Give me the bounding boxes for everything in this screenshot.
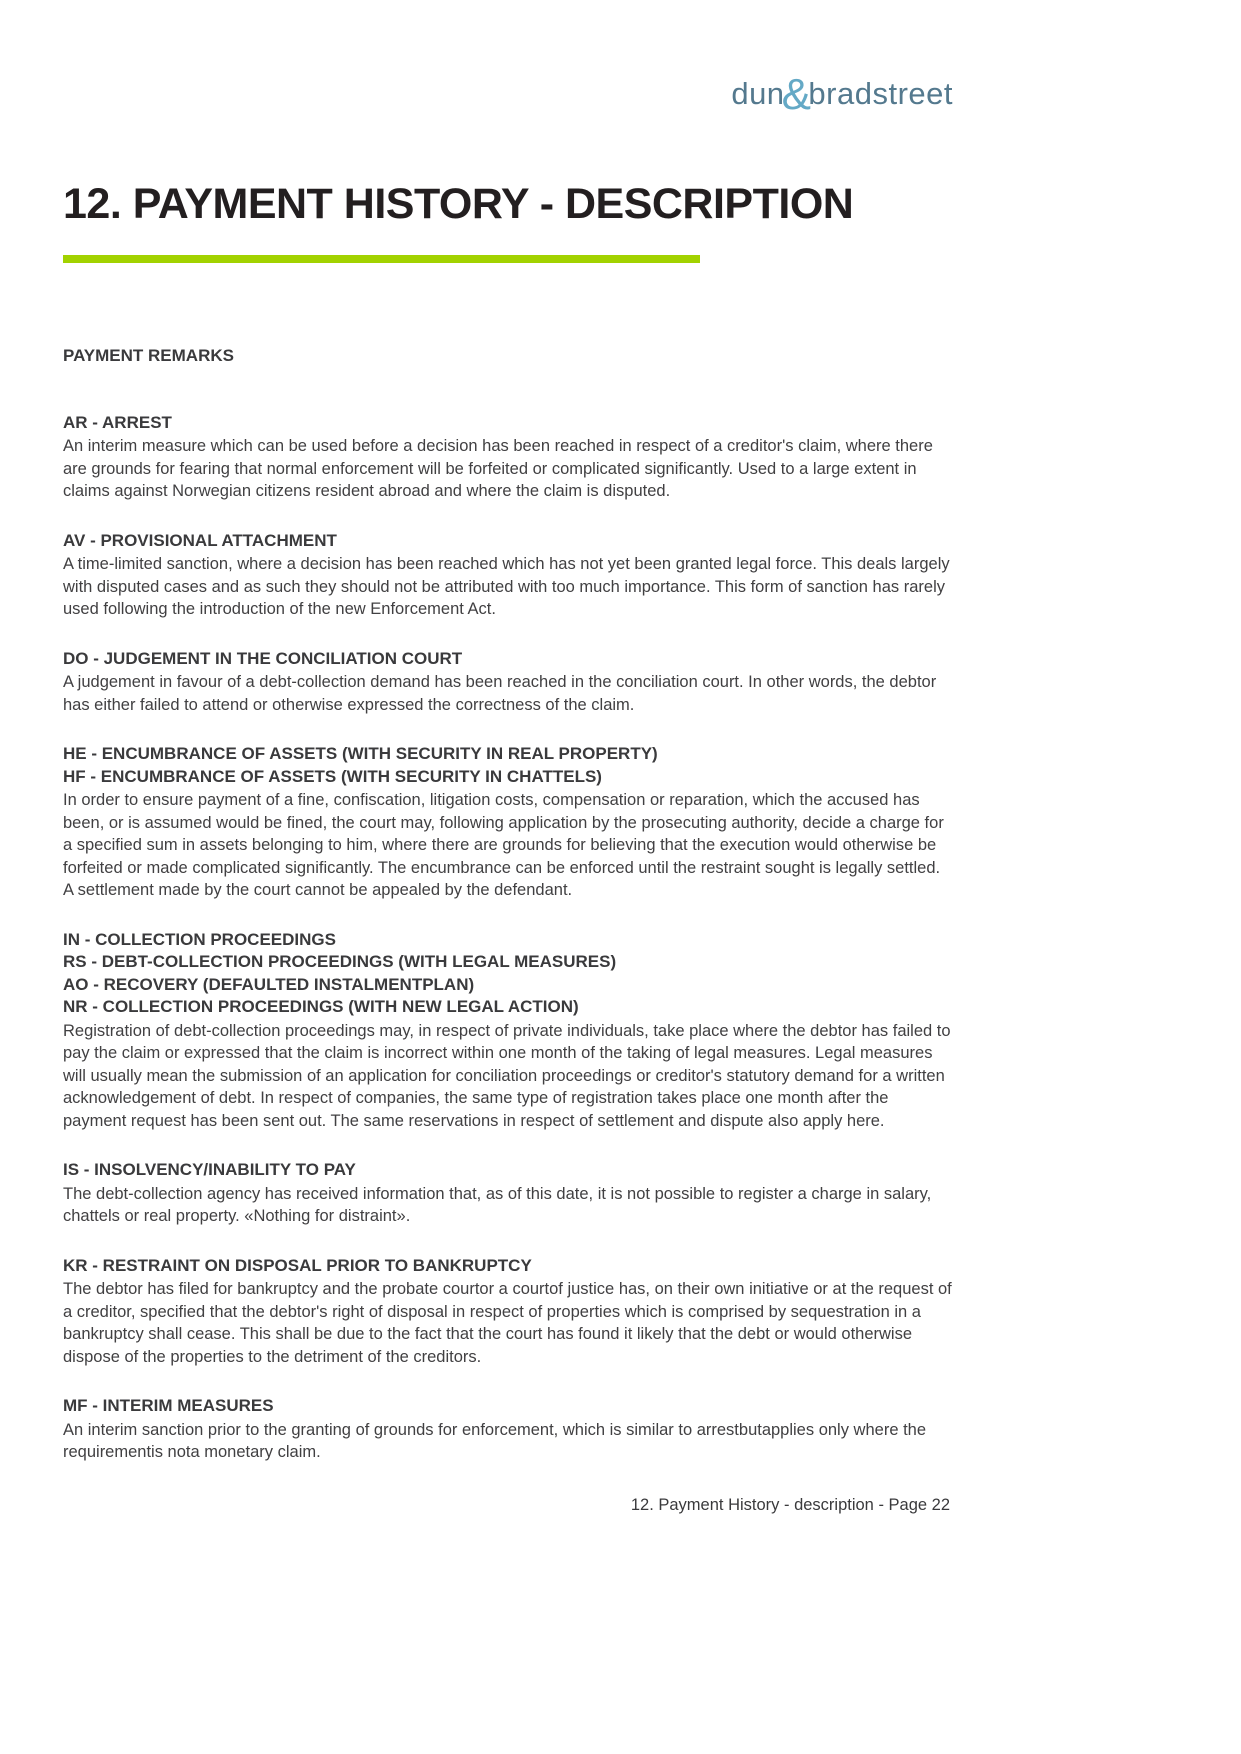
entry-heading: RS - DEBT-COLLECTION PROCEEDINGS (WITH LEGAL MEASURES) (63, 952, 617, 971)
entry-body: An interim sanction prior to the granting of grounds for enforcement, which is similar to arrestbutapplies only where the requirementis nota monetary claim. (63, 1420, 927, 1461)
logo-row (63, 70, 953, 120)
entry-kr-restraint-on-disposal (63, 1255, 953, 1369)
page-content (63, 0, 953, 1491)
section-heading-payment-remarks: PAYMENT REMARKS (63, 346, 234, 365)
entry-mf-interim-measures (63, 1395, 953, 1464)
entry-body: An interim measure which can be used before a decision has been reached in respect of a creditor's claim, where there are grounds for fearing that normal enforcement will be forfeited or complicated significantly. Used to a large extent in claims against Norwegian citizens resident abroad and where the claim is disputed. (63, 437, 933, 500)
entry-heading: AR - ARREST (63, 412, 172, 432)
document-body (63, 345, 953, 1464)
entry-av-provisional-attachment (63, 530, 953, 621)
entry-body: In order to ensure payment of a fine, confiscation, litigation costs, compensation or reparation, which the accused has been, or is assumed would be fined, the court may, following application by the prosecuting authority, decide a charge for a specified sum in assets belonging to him, where there are grounds for believing that the execution would otherwise be forfeited or made complicated significantly. The encumbrance can be enforced until the restraint sought is legally settled. A settlement made by the court cannot be appealed by the defendant. (63, 791, 944, 899)
entry-body: The debt-collection agency has received information that, as of this date, it is not possible to register a charge in salary, chattels or real property. «Nothing for distraint». (63, 1184, 932, 1225)
logo-text-bradstreet: bradstreet (808, 76, 953, 111)
entry-heading: AV - PROVISIONAL ATTACHMENT (63, 530, 337, 550)
entry-do-judgement-conciliation-court (63, 648, 953, 717)
page-title: 12. PAYMENT HISTORY - DESCRIPTION (63, 180, 854, 228)
entry-is-insolvency (63, 1159, 953, 1228)
entry-heading: IS - INSOLVENCY/INABILITY TO PAY (63, 1160, 356, 1179)
entry-heading: HF - ENCUMBRANCE OF ASSETS (WITH SECURITY IN CHATTELS) (63, 766, 602, 786)
dun-bradstreet-logo (731, 70, 953, 120)
logo-ampersand-icon: & (781, 70, 812, 119)
entry-in-rs-ao-nr-collection-proceedings (63, 929, 953, 1133)
entry-he-hf-encumbrance-of-assets (63, 743, 953, 902)
entry-body: The debtor has filed for bankruptcy and the probate courtor a courtof justice has, on their own initiative or at the request of a creditor, specified that the debtor's right of disposal in respect of properties which is comprised by sequestration in a bankruptcy shall cease. This shall be due to the fact that the court has found it likely that the debt or would otherwise dispose of the properties to the detriment of the creditors. (63, 1280, 952, 1366)
entry-heading: HE - ENCUMBRANCE OF ASSETS (WITH SECURITY IN REAL PROPERTY) (63, 744, 658, 763)
page-footer: 12. Payment History - description - Page 22 (630, 1496, 950, 1514)
entry-heading: MF - INTERIM MEASURES (63, 1396, 274, 1415)
title-accent-bar (63, 255, 700, 263)
entry-heading: NR - COLLECTION PROCEEDINGS (WITH NEW LEGAL ACTION) (63, 997, 579, 1016)
logo-text-dun: dun (731, 76, 785, 111)
entry-body: A judgement in favour of a debt-collection demand has been reached in the conciliation court. In other words, the debtor has either failed to attend or otherwise expressed the correctness of the claim. (63, 673, 937, 714)
entry-body: A time-limited sanction, where a decision has been reached which has not yet been granted legal force. This deals largely with disputed cases and as such they should not be attributed with too much importance. This form of sanction has rarely used following the introduction of the new Enforcement Act. (63, 555, 950, 618)
entry-body: Registration of debt-collection proceedings may, in respect of private individuals, take place where the debtor has failed to pay the claim or expressed that the claim is incorrect within one month of the taking of legal measures. Legal measures will usually mean the submission of an application for conciliation proceedings or creditor's statutory demand for a written acknowledgement of debt. In respect of companies, the same type of registration takes place one month after the payment request has been sent out. The same reservations in respect of settlement and dispute also apply here. (63, 1021, 951, 1130)
entry-heading: AO - RECOVERY (DEFAULTED INSTALMENTPLAN) (63, 974, 475, 994)
entry-heading: DO - JUDGEMENT IN THE CONCILIATION COURT (63, 648, 463, 668)
entry-heading: IN - COLLECTION PROCEEDINGS (63, 929, 336, 949)
entry-heading: KR - RESTRAINT ON DISPOSAL PRIOR TO BANKRUPTCY (63, 1255, 532, 1275)
entry-ar-arrest (63, 412, 953, 503)
